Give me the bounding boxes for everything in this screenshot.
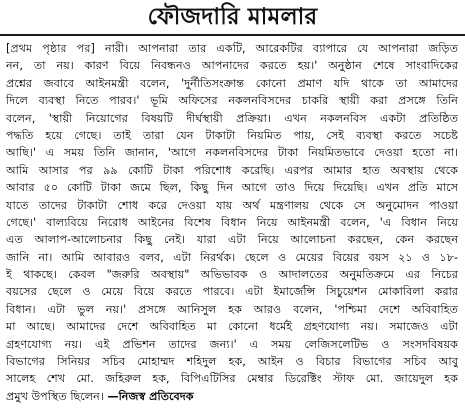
article-line: বিধান। এটা ভুল নয়।' প্রসঙ্গে আনিসুল হক আরও বলেন, 'পশ্চিমা দেশে অবিবাহিত bbox=[6, 302, 458, 316]
article-line: যাতে তাদের টাকাটা শোধ করে দেওয়া যায় অর্থ মন্ত্রণালয় থেকে সে অনুমোদন পাওয়া bbox=[6, 198, 458, 212]
article-line: বিভাগের সিনিয়র সচিব মোহাম্মদ শহিদুল হক, আইন ও বিচার বিভাগের সচিব আবু bbox=[6, 355, 458, 369]
article-line: পদ্ধতি হয়ে গেছে। তাই তারা যেন টাকাটা নিয়মিত পায়, সেই ব্যবস্থা করতে সচেষ্ট bbox=[6, 128, 458, 142]
headline: ফৌজদারি মামলার bbox=[147, 3, 318, 30]
article-line: দিলে ব্যবস্থা নিতে পারব।' ভূমি অফিসের নকলনবিসদের চাকরি স্থায়ী করা প্রসঙ্গে তিনি bbox=[6, 94, 458, 108]
article-line: ই থাকছে। কেবল "জরুরি অবস্থায়" অভিভাবক ও আদালতের অনুমতিক্রমে এর নিচের bbox=[6, 268, 458, 282]
headline-bar bbox=[0, 0, 465, 36]
article-line: বলেন, 'স্থায়ী নিয়োগের বিষয়টি দীর্ঘস্থায়ী প্রক্রিয়া। এখন নকলনবিস একটা প্রতিষ্ঠিত bbox=[6, 111, 458, 125]
article-line: বয়সের ছেলে ও মেয়ে বিয়ে করতে পারবে। এটা ইমার্জেন্সি সিচুয়েশন মোকাবিলা করার bbox=[6, 285, 458, 299]
article-line: আবার ৫০ কোটি টাকা জমে ছিল, কিছু দিন আগে তাও দিয়ে দিয়েছি। এখন প্রতি মাসে bbox=[6, 181, 458, 195]
article-line: আমি আসার পর ৯৯ কোটি টাকা পরিশোধ করেছি। এরপর আমার হাত অবস্থায় থেকে bbox=[6, 163, 458, 177]
continuation-label: [প্রথম পৃষ্ঠার পর] bbox=[6, 42, 95, 55]
article-line: মা আছে। আমাদের দেশে অবিবাহিত মা কোনো ধর্মেই গ্রহণযোগ্য নয়। সমাজেও এটা bbox=[6, 320, 458, 334]
article-line: নন, তা নয়। কারণ বিয়ে নিবন্ধনও আপনাদের করতে হয়।' অনুষ্ঠান শেষে সাংবাদিকের bbox=[6, 59, 458, 73]
article-line: গেছে।' বাল্যবিয়ে নিরোধ আইনের বিশেষ বিধান নিয়ে আইনমন্ত্রী বলেন, 'এ বিধান নিয়ে bbox=[6, 215, 458, 229]
article-line: প্রশ্নের জবাবে আইনমন্ত্রী বলেন, 'দুর্নীতিসংক্রান্ত কোনো প্রমাণ যদি থাকে তা আমাদের bbox=[6, 76, 458, 90]
article-body bbox=[6, 40, 458, 414]
article-line: আছি।' এ সময় তিনি জানান, 'আগে নকলনবিসদের টাকা নিয়মিতভাবে দেওয়া হতো না। bbox=[6, 146, 458, 160]
article-line: [প্রথম পৃষ্ঠার পর] নারী। আপনারা তার একটি, আরেকটির ব্যাপারে যে আপনারা জড়িত bbox=[6, 42, 458, 55]
article-line: প্রমুখ উপস্থিত ছিলেন। —নিজস্ব প্রতিবেদক bbox=[6, 389, 194, 403]
article-line: জানি না। আমি আবারও বলব, এটা নিরর্থক। ছেলে ও মেয়ের বিয়ের বয়স ২১ ও ১৮- bbox=[6, 250, 458, 264]
article-line: গ্রহণযোগ্য নয়। এই প্রভিশন তাদের জন্য।' এ সময় লেজিসলেটিভ ও সংসদবিষয়ক bbox=[6, 337, 458, 351]
article-line: সালেহ শেখ মো. জহিরুল হক, বিপিএটিসির মেম্বার ডিরেক্টিং স্টাফ মো. জায়েদুল হক bbox=[6, 372, 458, 386]
byline: —নিজস্ব প্রতিবেদক bbox=[107, 389, 194, 403]
article-line: এত আলাপ-আলোচনার কিছু নেই। যারা এটা নিয়ে আলোচনা করছেন, কেন করছেন bbox=[6, 233, 458, 247]
